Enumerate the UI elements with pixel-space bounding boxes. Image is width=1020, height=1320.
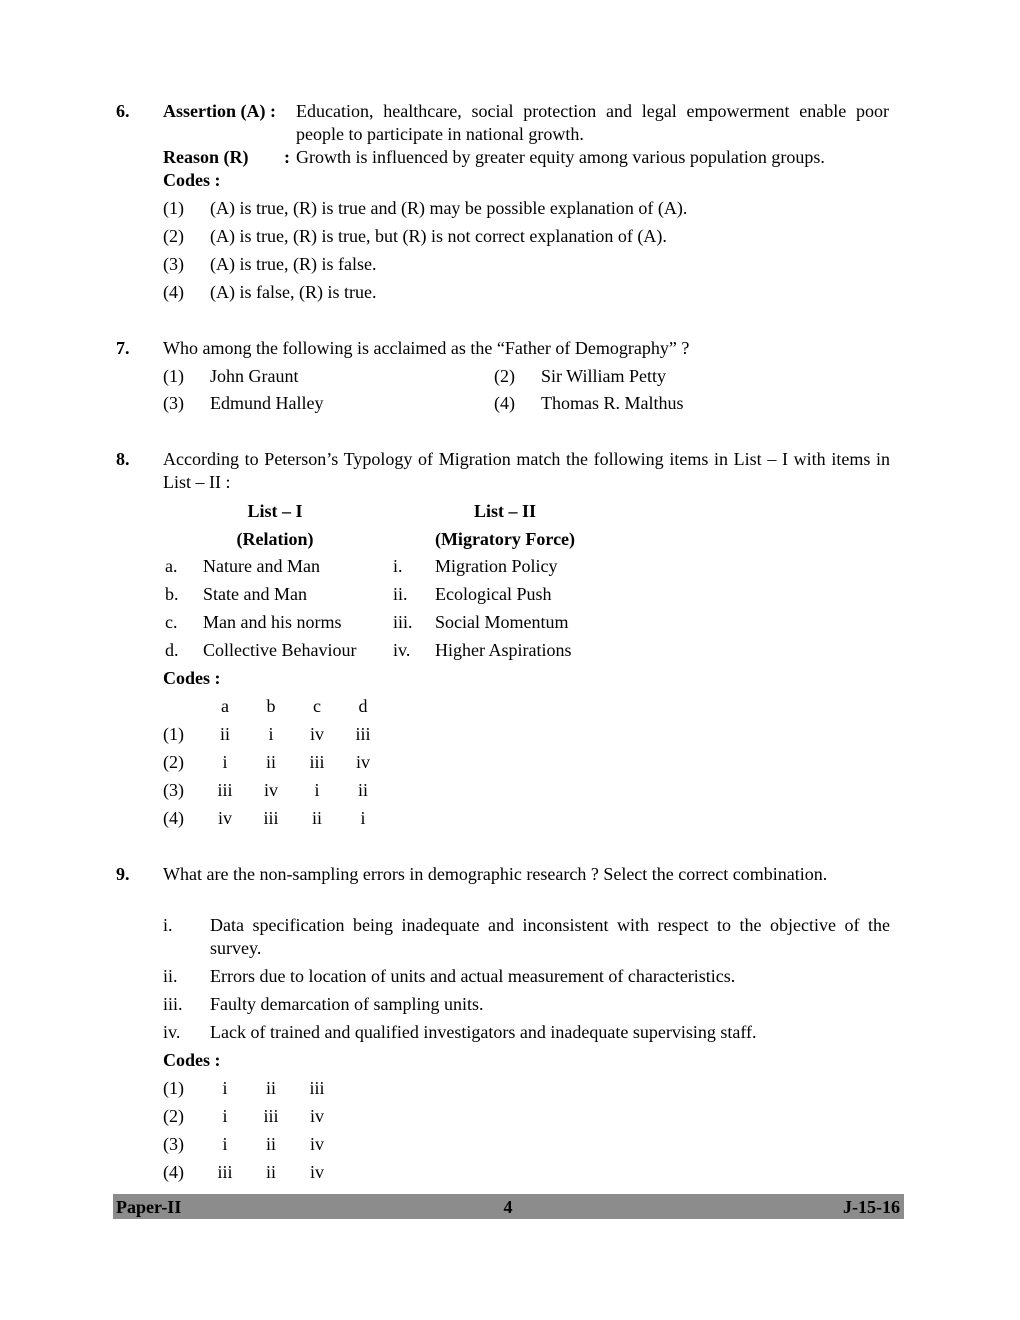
assertion-label: Assertion (A) : <box>163 101 276 121</box>
code-cell: ii <box>265 752 276 772</box>
item-key: iv. <box>163 1022 181 1042</box>
list2-title: List – II <box>473 501 536 521</box>
list1-key: d. <box>165 640 179 660</box>
codes-label: Codes : <box>163 170 221 190</box>
option-number: (4) <box>163 282 184 302</box>
code-cell: iv <box>263 780 278 800</box>
footer-paper-label: Paper-II <box>116 1197 182 1217</box>
code-cell: iii <box>263 1106 279 1126</box>
code-cell: i <box>222 1078 228 1098</box>
code-row-number: (1) <box>163 724 184 744</box>
code-cell: iv <box>217 808 232 828</box>
option-number: (2) <box>163 226 184 246</box>
option-number: (2) <box>494 366 515 386</box>
option-number: (1) <box>163 366 184 386</box>
code-cell: iv <box>309 724 324 744</box>
list1-item: Collective Behaviour <box>203 640 357 660</box>
code-cell: iii <box>309 752 325 772</box>
reason-text: Growth is influenced by greater equity among various population groups. <box>296 147 825 167</box>
list2-key: i. <box>393 556 403 576</box>
question-number: 6. <box>116 101 130 121</box>
codes-label: Codes : <box>163 668 221 688</box>
item-text: Faulty demarcation of sampling units. <box>210 994 484 1014</box>
item-text: Errors due to location of units and actual measurement of characteristics. <box>210 966 736 986</box>
item-text: Lack of trained and qualified investigators and inadequate supervising staff. <box>210 1022 757 1042</box>
code-cell: ii <box>265 1162 276 1182</box>
option-text: (A) is true, (R) is true, but (R) is not correct explanation of (A). <box>210 226 667 246</box>
list1-subtitle: (Relation) <box>236 529 314 549</box>
list2-item: Social Momentum <box>435 612 569 632</box>
code-header: b <box>266 696 276 716</box>
footer-exam-code: J-15-16 <box>843 1197 900 1217</box>
code-header: a <box>221 696 229 716</box>
item-key: iii. <box>163 994 183 1014</box>
code-header: d <box>358 696 368 716</box>
option-text: (A) is false, (R) is true. <box>210 282 377 302</box>
code-cell: iv <box>309 1162 324 1182</box>
option-text: John Graunt <box>210 366 299 386</box>
option-number: (4) <box>494 393 515 413</box>
list2-key: ii. <box>393 584 408 604</box>
question-text: Who among the following is acclaimed as the “Father of Demography” ? <box>163 338 690 358</box>
option-text: Sir William Petty <box>541 366 666 386</box>
assertion-text: Education, healthcare, social protection and legal empowerment enable poor people to participate in national growth. <box>296 101 889 144</box>
list1-item: State and Man <box>203 584 307 604</box>
code-row-number: (2) <box>163 752 184 772</box>
code-header: c <box>313 696 321 716</box>
footer-page-number: 4 <box>503 1197 513 1217</box>
code-cell: ii <box>219 724 230 744</box>
list1-item: Man and his norms <box>203 612 342 632</box>
list2-subtitle: (Migratory Force) <box>434 529 576 549</box>
code-row-number: (4) <box>163 808 184 828</box>
code-cell: iii <box>355 724 371 744</box>
option-number: (3) <box>163 393 184 413</box>
list2-key: iv. <box>393 640 411 660</box>
list1-key: c. <box>165 612 178 632</box>
code-row-number: (3) <box>163 1134 184 1154</box>
code-cell: iii <box>263 808 279 828</box>
question-number: 9. <box>116 864 130 884</box>
list1-key: b. <box>165 584 179 604</box>
list2-item: Ecological Push <box>435 584 552 604</box>
question-number: 8. <box>116 449 130 469</box>
list2-key: iii. <box>393 612 413 632</box>
reason-colon: : <box>284 147 290 167</box>
code-cell: ii <box>265 1134 276 1154</box>
list1-item: Nature and Man <box>203 556 320 576</box>
code-cell: ii <box>265 1078 276 1098</box>
code-cell: i <box>360 808 366 828</box>
list2-item: Migration Policy <box>435 556 558 576</box>
code-cell: i <box>222 1106 228 1126</box>
list1-key: a. <box>165 556 178 576</box>
option-number: (1) <box>163 198 184 218</box>
item-key: ii. <box>163 966 178 986</box>
code-cell: i <box>222 1134 228 1154</box>
code-cell: ii <box>311 808 322 828</box>
codes-label: Codes : <box>163 1050 221 1070</box>
code-row-number: (2) <box>163 1106 184 1126</box>
option-number: (3) <box>163 254 184 274</box>
item-key: i. <box>163 915 173 935</box>
option-text: (A) is true, (R) is true and (R) may be possible explanation of (A). <box>210 198 688 218</box>
code-row-number: (1) <box>163 1078 184 1098</box>
reason-label: Reason (R) <box>163 147 249 167</box>
code-row-number: (4) <box>163 1162 184 1182</box>
option-text: Edmund Halley <box>210 393 324 413</box>
option-text: Thomas R. Malthus <box>541 393 684 413</box>
code-cell: ii <box>357 780 368 800</box>
code-cell: i <box>268 724 274 744</box>
code-cell: iii <box>217 780 233 800</box>
option-text: (A) is true, (R) is false. <box>210 254 377 274</box>
list2-item: Higher Aspirations <box>435 640 572 660</box>
list1-title: List – I <box>247 501 303 521</box>
code-cell: iii <box>309 1078 325 1098</box>
page-footer <box>113 1194 904 1219</box>
question-text: What are the non-sampling errors in demographic research ? Select the correct combination. <box>163 864 828 884</box>
question-text: According to Peterson’s Typology of Migration match the following items in List – I with items in List – II : <box>163 449 890 492</box>
code-cell: iii <box>217 1162 233 1182</box>
question-number: 7. <box>116 338 130 358</box>
code-cell: iv <box>309 1106 324 1126</box>
code-row-number: (3) <box>163 780 184 800</box>
code-cell: iv <box>309 1134 324 1154</box>
code-cell: i <box>222 752 228 772</box>
item-text: Data specification being inadequate and inconsistent with respect to the objective of the survey. <box>210 915 890 958</box>
code-cell: i <box>314 780 320 800</box>
code-cell: iv <box>355 752 370 772</box>
